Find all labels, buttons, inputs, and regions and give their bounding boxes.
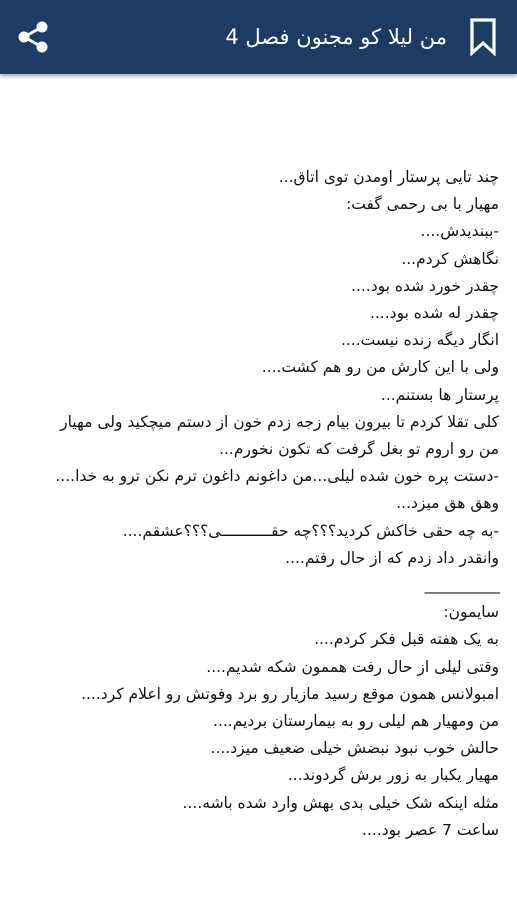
text-line: سایمون: (443, 603, 499, 622)
text-line: ساعت 7 عصر بود.... (361, 820, 499, 839)
page-title: من لیلا کو مجنون فصل 4 (225, 25, 447, 49)
bookmark-button[interactable] (463, 14, 503, 60)
text-line: من رو اروم تو بغل گرفت که تکون نخورم... (219, 440, 499, 459)
text-line: چند تایی پرستار اومدن توی اتاق... (278, 168, 499, 186)
share-icon (15, 19, 51, 55)
text-line: نگاهش کردم... (401, 249, 499, 268)
text-line: ولی با این کارش من رو هم کشت.... (261, 358, 499, 377)
text-line: پرستار ها بستنم... (380, 385, 499, 404)
chapter-text (20, 164, 499, 844)
text-line: -به چه حقی خاکش کردید؟؟؟چه حقـــــــــــی؟؟؟عشقم.... (122, 521, 499, 540)
text-line: -ببندیدش.... (420, 222, 499, 241)
text-line: مهیار یکبار به زور برش گردوند... (287, 766, 499, 785)
text-line: چقدر خورد شده بود.... (351, 276, 499, 295)
text-line: امبولانس همون موقع رسید مازیار رو برد وفوتش رو اعلام کرد.... (81, 684, 499, 703)
chapter-content (0, 74, 517, 900)
section-divider: ___________ (424, 576, 499, 595)
text-line: حالش خوب نبود نبضش خیلی ضعیف میزد.... (210, 739, 499, 758)
text-line: وهق هق میزد... (396, 494, 499, 513)
share-button[interactable] (10, 14, 56, 60)
text-line: وقتی لیلی از حال رفت هممون شکه شدیم.... (206, 657, 499, 676)
text-line: وانقدر داد زدم که از حال رفتم.... (285, 548, 499, 567)
text-line: انگار دیگه زنده نیست.... (340, 331, 499, 350)
text-line: من ومهیار هم لیلی رو به بیمارستان بردیم.... (213, 712, 499, 731)
text-line: مهیار با بی رحمی گفت: (346, 195, 499, 214)
text-line: کلی تقلا کردم تا بیرون بیام زجه زدم خون از دستم میچکید ولی مهیار (60, 412, 499, 431)
text-line: چقدر له شده بود.... (369, 304, 499, 323)
app-header (0, 0, 517, 74)
text-line: مثله اینکه شک خیلی بدی بهش وارد شده باشه.... (182, 793, 499, 812)
bookmark-icon (469, 18, 497, 56)
text-line: به یک هفته قبل فکر کردم.... (314, 630, 499, 649)
text-line: -دستت پره خون شده لیلی...من داغونم داغون ترم نکن ترو به خدا.... (55, 467, 499, 486)
